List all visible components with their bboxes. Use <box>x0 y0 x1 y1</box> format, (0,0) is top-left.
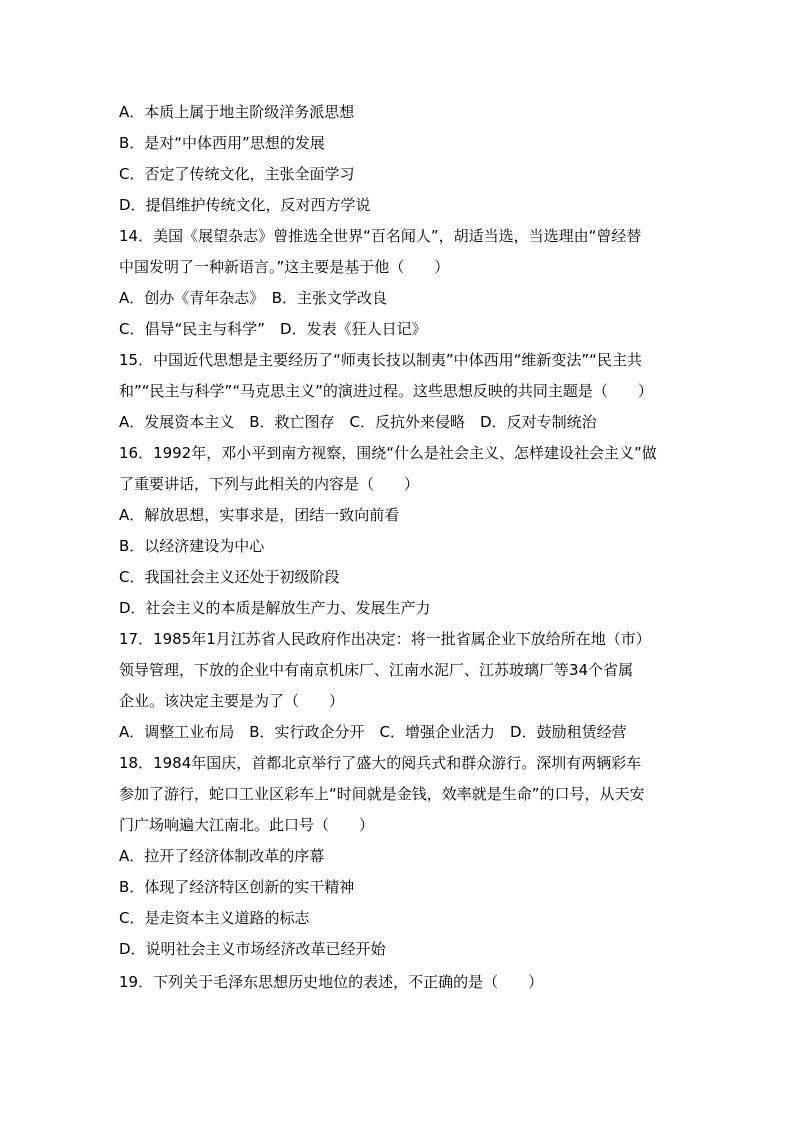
q18-stem-line-1: 18．1984年国庆，首都北京举行了盛大的阅兵式和群众游行。深圳有两辆彩车 <box>119 754 642 772</box>
q18-option-c: C．是走资本主义道路的标志 <box>119 909 310 927</box>
q16-option-c: C．我国社会主义还处于初级阶段 <box>119 568 340 586</box>
q18-stem-line-3: 门广场响遍大江南北。此口号（ ） <box>119 816 375 834</box>
q16-stem-line-2: 了重要讲话，下列与此相关的内容是（ ） <box>119 475 420 493</box>
q17-options: A．调整工业布局 B．实行政企分开 C．增强企业活力 D．鼓励租赁经营 <box>119 723 627 741</box>
q16-option-a: A．解放思想，实事求是，团结一致向前看 <box>119 506 400 524</box>
q17-stem-line-2: 领导管理，下放的企业中有南京机床厂、江南水泥厂、江苏玻璃厂等34个省属 <box>119 661 634 679</box>
q14-options-ab: A．创办《青年杂志》 B．主张文学改良 <box>119 289 388 307</box>
q17-stem-line-3: 企业。该决定主要是为了（ ） <box>119 692 345 710</box>
q18-stem-line-2: 参加了游行，蛇口工业区彩车上“时间就是金钱，效率就是生命”的口号，从天安 <box>119 785 645 803</box>
q14-stem-line-2: 中国发明了一种新语言。”这主要是基于他（ ） <box>119 258 450 276</box>
q14-options-cd: C．倡导“民主与科学” D．发表《狂人日记》 <box>119 320 427 338</box>
q14-stem-line-1: 14．美国《展望杂志》曾推选全世界“百名闻人”，胡适当选，当选理由“曾经替 <box>119 227 642 245</box>
q18-option-d: D．说明社会主义市场经济改革已经开始 <box>119 940 386 958</box>
q15-stem-line-1: 15．中国近代思想是主要经历了“师夷长技以制夷”中体西用“维新变法”“民主共 <box>119 351 642 369</box>
q16-option-d: D．社会主义的本质是解放生产力、发展生产力 <box>119 599 431 617</box>
q15-stem-line-2: 和”“民主与科学”“马克思主义”的演进过程。这些思想反映的共同主题是（ ） <box>119 382 653 400</box>
q16-option-b: B．以经济建设为中心 <box>119 537 265 555</box>
q17-stem-line-1: 17．1985年1月江苏省人民政府作出决定：将一批省属企业下放给所在地（市） <box>119 630 651 648</box>
q13-option-a: A．本质上属于地主阶级洋务派思想 <box>119 103 355 121</box>
q15-options: A．发展资本主义 B．救亡图存 C．反抗外来侵略 D．反对专制统治 <box>119 413 597 431</box>
q13-option-b: B．是对“中体西用”思想的发展 <box>119 134 325 152</box>
q16-stem-line-1: 16．1992年，邓小平到南方视察，围绕“什么是社会主义、怎样建设社会主义”做 <box>119 444 657 462</box>
q13-option-d: D．提倡维护传统文化，反对西方学说 <box>119 196 371 214</box>
q18-option-a: A．拉开了经济体制改革的序幕 <box>119 847 325 865</box>
q13-option-c: C．否定了传统文化，主张全面学习 <box>119 165 355 183</box>
q19-stem: 19．下列关于毛泽东思想历史地位的表述，不正确的是（ ） <box>119 973 544 991</box>
q18-option-b: B．体现了经济特区创新的实干精神 <box>119 878 355 896</box>
